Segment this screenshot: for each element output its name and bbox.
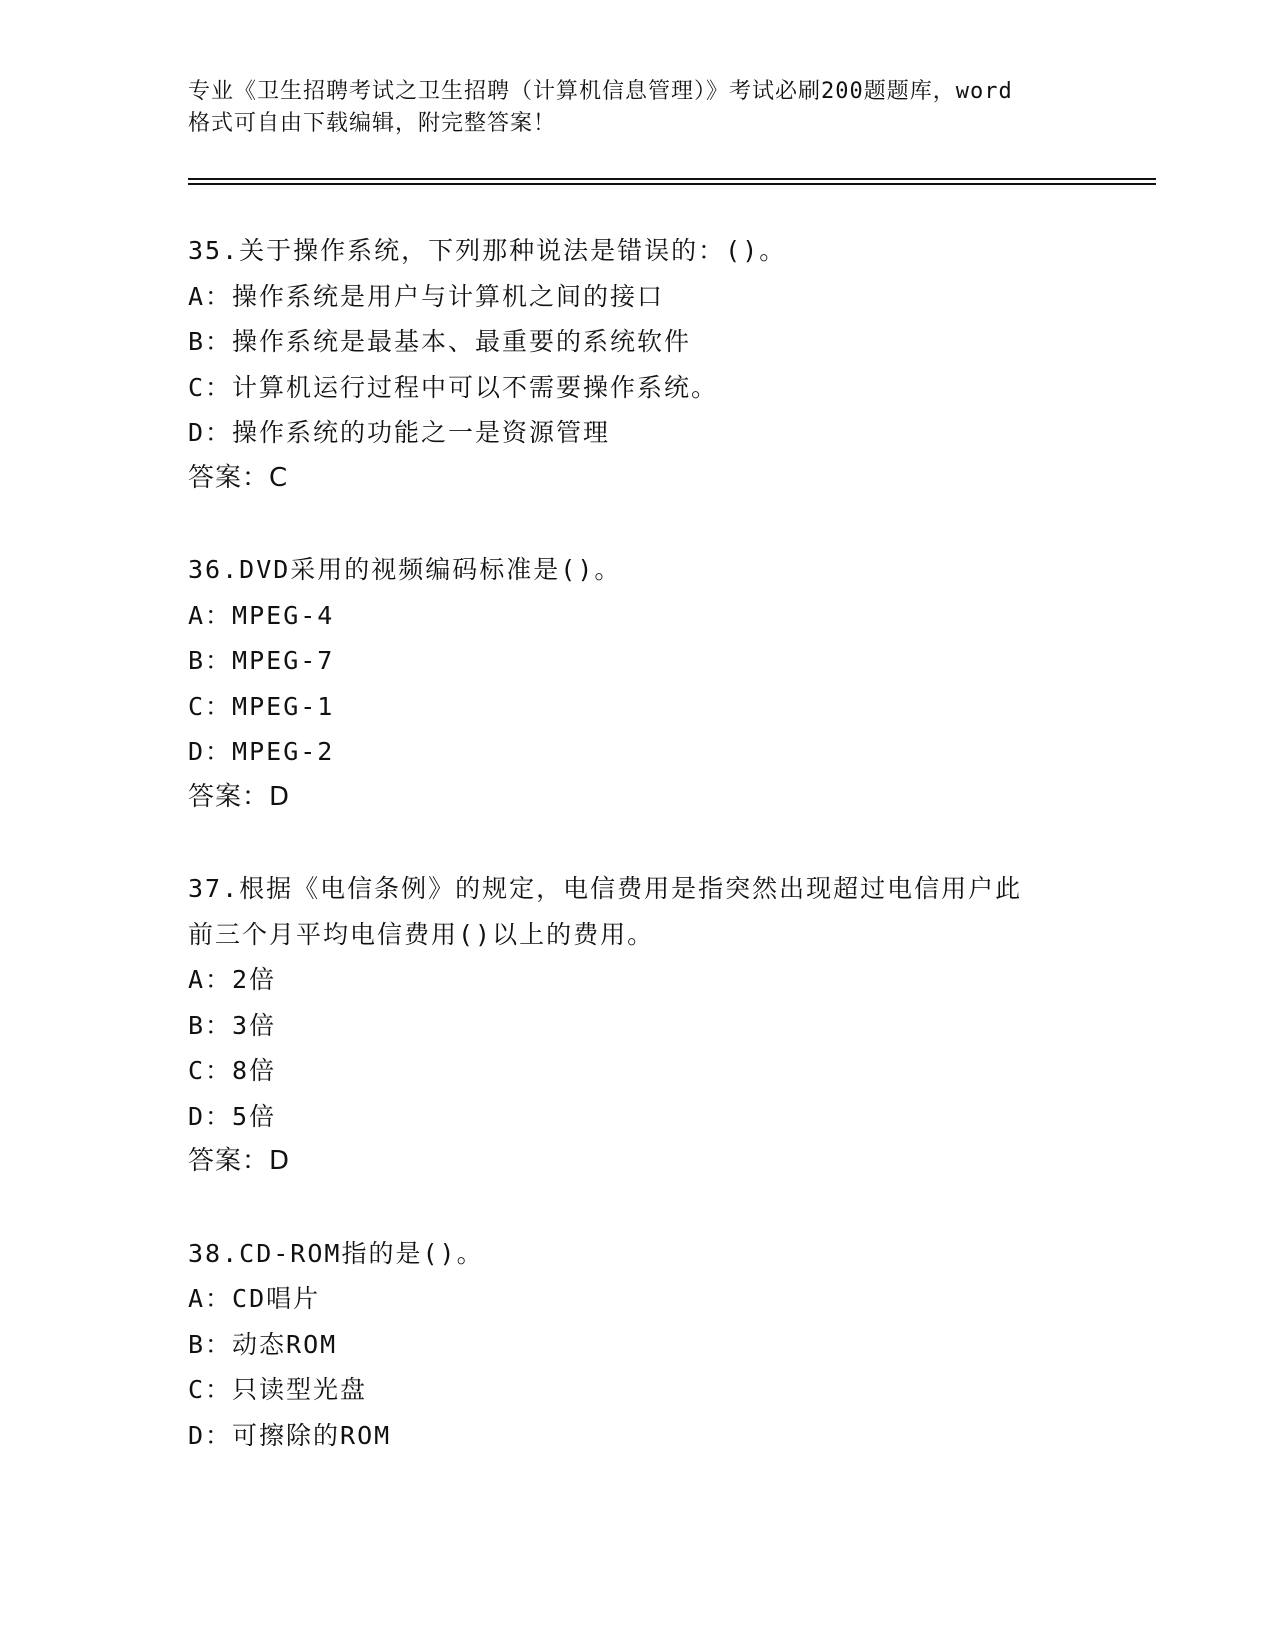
question-37 bbox=[188, 866, 1088, 1185]
option-c: C：只读型光盘 bbox=[188, 1375, 368, 1404]
option-a: A：2倍 bbox=[188, 965, 277, 994]
header-divider-bottom bbox=[188, 183, 1156, 185]
option-a: A：CD唱片 bbox=[188, 1284, 321, 1313]
option-d: D：操作系统的功能之一是资源管理 bbox=[188, 418, 611, 447]
question-stem-line-1: 37.根据《电信条例》的规定，电信费用是指突然出现超过电信用户此 bbox=[188, 874, 1023, 903]
answer-label: 答案：D bbox=[188, 1146, 291, 1176]
question-list bbox=[188, 228, 1088, 1504]
option-a: A：MPEG-4 bbox=[188, 600, 335, 630]
option-b: B：MPEG-7 bbox=[188, 646, 335, 675]
question-stem-line-2: 前三个月平均电信费用()以上的费用。 bbox=[188, 919, 655, 949]
answer-label: 答案：C bbox=[188, 462, 289, 493]
header-divider-top bbox=[188, 178, 1156, 180]
question-36 bbox=[188, 547, 1088, 820]
header-line-2: 格式可自由下载编辑，附完整答案！ bbox=[188, 111, 557, 136]
option-d: D：可擦除的ROM bbox=[188, 1420, 392, 1450]
option-b: B：操作系统是最基本、最重要的系统软件 bbox=[188, 327, 692, 356]
question-38 bbox=[188, 1231, 1088, 1459]
question-stem: 36.DVD采用的视频编码标准是()。 bbox=[188, 555, 622, 584]
option-a: A：操作系统是用户与计算机之间的接口 bbox=[188, 281, 665, 311]
option-b: B：动态ROM bbox=[188, 1329, 338, 1359]
option-d: D：MPEG-2 bbox=[188, 737, 335, 766]
option-c: C：8倍 bbox=[188, 1056, 277, 1085]
question-stem: 35.关于操作系统，下列那种说法是错误的：()。 bbox=[188, 236, 787, 265]
option-b: B：3倍 bbox=[188, 1010, 277, 1040]
option-c: C：计算机运行过程中可以不需要操作系统。 bbox=[188, 372, 719, 402]
header-line-1: 专业《卫生招聘考试之卫生招聘（计算机信息管理）》考试必刷200题题库，word bbox=[188, 79, 1013, 104]
option-c: C：MPEG-1 bbox=[188, 691, 335, 721]
document-header bbox=[188, 76, 1088, 140]
question-stem: 38.CD-ROM指的是()。 bbox=[188, 1238, 484, 1268]
question-35 bbox=[188, 228, 1088, 501]
answer-label: 答案：D bbox=[188, 781, 291, 812]
option-d: D：5倍 bbox=[188, 1101, 277, 1131]
